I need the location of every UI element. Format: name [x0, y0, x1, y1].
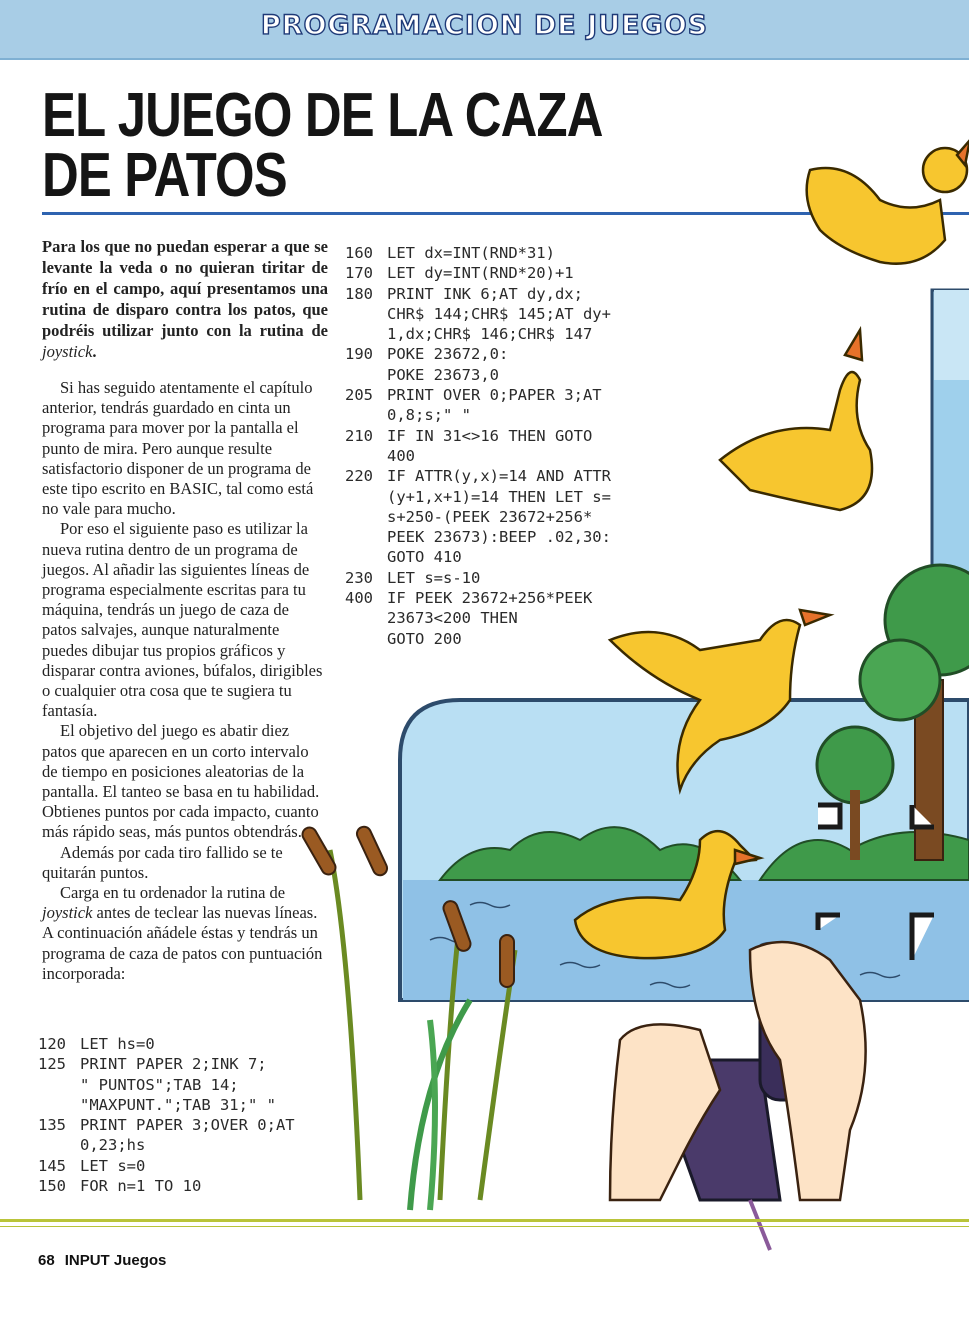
footer-rule	[0, 1219, 969, 1222]
body-paragraph-3: El objetivo del juego es abatir diez patos que aparecen en un corto intervalo de tiempo en posiciones aleatorias de la pantalla. El tanteo se basa en tu habilidad. Obtienes puntos por cada impacto, cuanto más rápido seas, más puntos obtendrás.	[42, 721, 320, 842]
body-paragraph-2: Por eso el siguiente paso es utilizar la nueva rutina dentro de un programa de juegos. Al añadir las siguientes líneas de programa especialmente escritas para tu máquina, tendrás un juego de caza de patos salvajes, aunque naturalmente puedes dibujar tus propios gráficos y disparar contra aviones, búfalos, dirigibles o cualquier otra cosa que te sugiera tu fantasía.	[42, 519, 323, 721]
line-number	[345, 608, 387, 628]
code-line	[345, 304, 611, 324]
line-number	[38, 1135, 80, 1155]
code-text: LET dy=INT(RND*20)+1	[387, 264, 574, 283]
line-number: 210	[345, 426, 373, 445]
code-line	[345, 284, 611, 304]
duck-middle	[720, 330, 872, 510]
code-text: 400	[387, 446, 415, 465]
code-text: 1,dx;CHR$ 146;CHR$ 147	[387, 325, 593, 344]
code-line	[345, 466, 611, 486]
line-number: 190	[345, 345, 373, 364]
code-text: POKE 23673,0	[387, 365, 499, 384]
line-number	[345, 405, 387, 425]
body-paragraph-4: Además por cada tiro fallido se te quitarán puntos.	[42, 842, 283, 882]
code-text: LET hs=0	[80, 1035, 155, 1053]
line-number: 170	[345, 264, 373, 283]
intro-text: Para los que no puedan esperar a que se levante la veda o no quieran tiritar de frío en el campo, aquí presentamos una rutina de disparo contra los patos, que podréis utilizar junto con la rutina de	[42, 237, 328, 340]
code-line	[38, 1075, 295, 1095]
code-text: PEEK 23673):BEEP .02,30:	[387, 528, 611, 547]
line-number	[345, 487, 387, 507]
body-paragraph-1: Si has seguido atentamente el capítulo anterior, tendrás guardado en cinta un programa para mover por la pantalla el punto de mira. Pero aunque resulte satisfactorio disponer de un programa de este tipo escrito en BASIC, tal como está no vale para mucho.	[42, 378, 314, 519]
section-title: PROGRAMACION DE JUEGOS	[260, 10, 709, 41]
p5-b: antes de teclear las nuevas líneas. A continuación añádele éstas y tendrás un programa de caza de patos con puntuación incorporada:	[42, 903, 323, 983]
code-line	[345, 405, 611, 425]
line-number: 120	[38, 1035, 66, 1053]
title-line-1: EL JUEGO DE LA CAZA	[42, 81, 603, 150]
line-number: 205	[345, 386, 373, 405]
code-line	[345, 608, 611, 628]
code-line	[345, 588, 611, 608]
line-number	[345, 507, 387, 527]
code-text: GOTO 410	[387, 548, 462, 567]
line-number: 135	[38, 1116, 66, 1135]
code-text: 23673<200 THEN	[387, 609, 518, 628]
code-text: LET s=0	[80, 1156, 146, 1175]
p5-em: joystick	[42, 903, 93, 923]
intro-emph: joystick	[42, 342, 93, 361]
code-text: PRINT INK 6;AT dy,dx;	[387, 284, 583, 303]
code-line	[345, 344, 611, 364]
line-number: 180	[345, 284, 373, 303]
code-line	[345, 324, 611, 344]
code-line	[345, 365, 611, 385]
code-text: PRINT PAPER 2;INK 7;	[80, 1055, 267, 1074]
code-text: CHR$ 144;CHR$ 145;AT dy+	[387, 304, 611, 323]
code-line	[38, 1115, 295, 1135]
code-line	[345, 547, 611, 567]
line-number: 150	[38, 1177, 66, 1196]
intro-end: .	[92, 342, 97, 361]
code-text: IF ATTR(y,x)=14 AND ATTR	[387, 467, 611, 486]
code-text: IF IN 31<>16 THEN GOTO	[387, 426, 593, 445]
code-line	[345, 446, 611, 466]
code-text: FOR n=1 TO 10	[80, 1177, 202, 1196]
code-line	[345, 426, 611, 446]
line-number	[38, 1095, 80, 1115]
line-number	[345, 629, 387, 649]
code-line	[345, 507, 611, 527]
code-line	[345, 568, 611, 588]
code-line	[345, 243, 611, 263]
code-line	[38, 1135, 295, 1155]
code-text: PRINT OVER 0;PAPER 3;AT	[387, 386, 602, 405]
code-text: LET s=s-10	[387, 568, 481, 587]
code-text: POKE 23672,0:	[387, 345, 509, 364]
code-text: PRINT PAPER 3;OVER 0;AT	[80, 1116, 295, 1135]
title-line-2: DE PATOS	[42, 141, 287, 210]
footer-rule-thin	[0, 1226, 969, 1227]
footer	[38, 1252, 166, 1269]
line-number	[345, 547, 387, 567]
code-line	[38, 1095, 295, 1115]
sky-column	[932, 290, 969, 580]
code-text: " PUNTOS";TAB 14;	[80, 1075, 239, 1094]
code-line	[345, 629, 611, 649]
code-line	[345, 487, 611, 507]
code-listing-right	[345, 243, 611, 649]
line-number	[345, 304, 387, 324]
body-text	[42, 378, 326, 984]
code-text: IF PEEK 23672+256*PEEK	[387, 589, 593, 608]
code-text: GOTO 200	[387, 629, 462, 648]
intro-paragraph	[42, 236, 328, 362]
duck-top	[807, 140, 969, 264]
line-number	[345, 324, 387, 344]
line-number: 145	[38, 1156, 66, 1175]
code-text: s+250-(PEEK 23672+256*	[387, 507, 593, 526]
line-number: 400	[345, 589, 373, 608]
code-text: LET dx=INT(RND*31)	[387, 244, 555, 262]
code-text: (y+1,x+1)=14 THEN LET s=	[387, 487, 611, 506]
magazine-name: INPUT Juegos	[64, 1252, 167, 1269]
page-number: 68	[38, 1252, 55, 1269]
code-line	[38, 1054, 295, 1074]
line-number: 230	[345, 568, 373, 587]
code-line	[38, 1176, 295, 1196]
code-line	[345, 263, 611, 283]
code-line	[345, 527, 611, 547]
line-number: 220	[345, 467, 373, 486]
code-text: "MAXPUNT.";TAB 31;" "	[80, 1095, 276, 1114]
line-number	[345, 365, 387, 385]
code-line	[345, 385, 611, 405]
code-line	[38, 1156, 295, 1176]
code-line	[38, 1034, 295, 1054]
body-paragraph-5	[42, 883, 326, 984]
code-listing-left	[38, 1034, 295, 1196]
code-text: 0,23;hs	[80, 1136, 146, 1155]
line-number: 160	[345, 244, 373, 262]
code-text: 0,8;s;" "	[387, 406, 471, 425]
line-number	[38, 1075, 80, 1095]
p5-a: Carga en tu ordenador la rutina de	[60, 883, 286, 903]
line-number: 125	[38, 1055, 66, 1074]
line-number	[345, 527, 387, 547]
line-number	[345, 446, 387, 466]
